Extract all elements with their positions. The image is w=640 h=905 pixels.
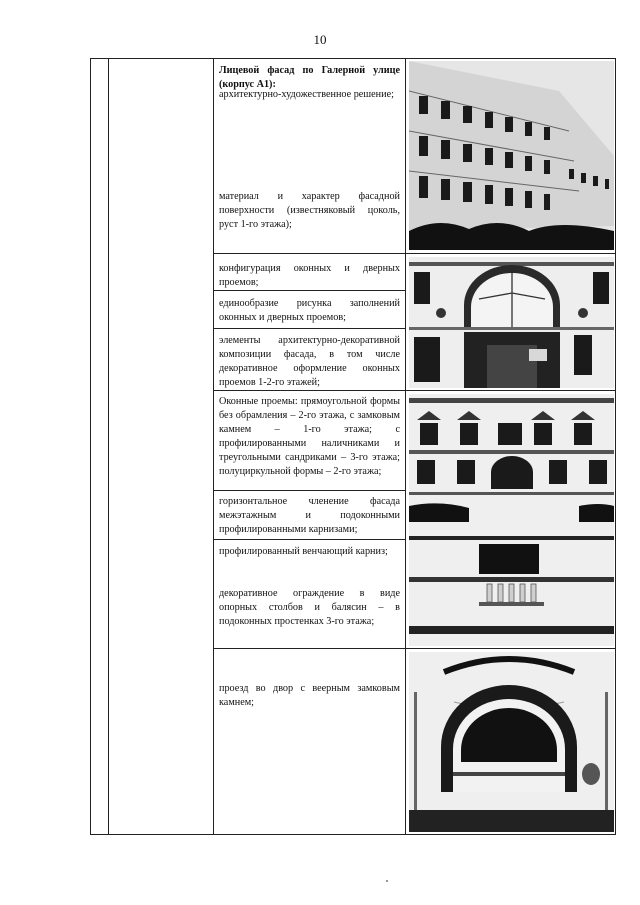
- crowning-cornice-text: профилированный венчающий карниз;: [219, 546, 388, 557]
- balustrade-text: декоративное ограждение в виде опорных столбов и балясин – в подоконных простенках 3-го этажа;: [219, 588, 400, 628]
- window-openings-photo: [409, 394, 614, 646]
- table-border-bottom: [90, 834, 616, 835]
- row-divider: [213, 328, 406, 329]
- facade-street-photo: [409, 61, 614, 250]
- table-column-divider: [405, 58, 406, 835]
- row-divider: [213, 539, 406, 540]
- passage-arch-text: проезд во двор с веерным замковым камнем;: [219, 683, 400, 709]
- openings-configuration-text: конфигурация оконных и дверных проемов;: [219, 263, 400, 289]
- table-border-top: [90, 58, 616, 59]
- table-border-left: [90, 58, 91, 835]
- facade-material-text: материал и характер фасадной поверхности (известняковый цоколь, руст 1-го этажа);: [219, 191, 400, 231]
- row-divider: [213, 490, 406, 491]
- page-number: 10: [313, 32, 327, 47]
- horizontal-division-text: горизонтальное членение фасада межэтажным и подоконными профилированными карнизами;: [219, 496, 400, 536]
- decorative-elements-text: элементы архитектурно-декоративной композиции фасада, в том числе декоративное оформление оконных проемов 1-2-го этажей;: [219, 335, 400, 389]
- table-column-divider: [213, 58, 214, 835]
- table-border-right: [615, 58, 616, 835]
- table-column-divider: [108, 58, 109, 835]
- window-openings-text: Оконные проемы: прямоугольной формы без обрамления – 2-го этажа, с замковым камнем – 1-го этажа; с профилированными наличниками и треугольными сандриками – 3-го этажа; полуциркульной формы – 2-го этажа;: [219, 396, 400, 478]
- scan-mark: [386, 880, 388, 882]
- courtyard-arch-photo: [409, 652, 614, 832]
- architectural-solution-text: архитектурно-художественное решение;: [219, 89, 394, 100]
- arched-entrance-photo: [409, 257, 614, 388]
- row-divider: [213, 253, 616, 254]
- row-divider: [213, 648, 616, 649]
- fillings-pattern-text: единообразие рисунка заполнений оконных и дверных проемов;: [219, 298, 400, 324]
- facade-section-heading: Лицевой фасад по Галерной улице (корпус А1):: [219, 65, 400, 91]
